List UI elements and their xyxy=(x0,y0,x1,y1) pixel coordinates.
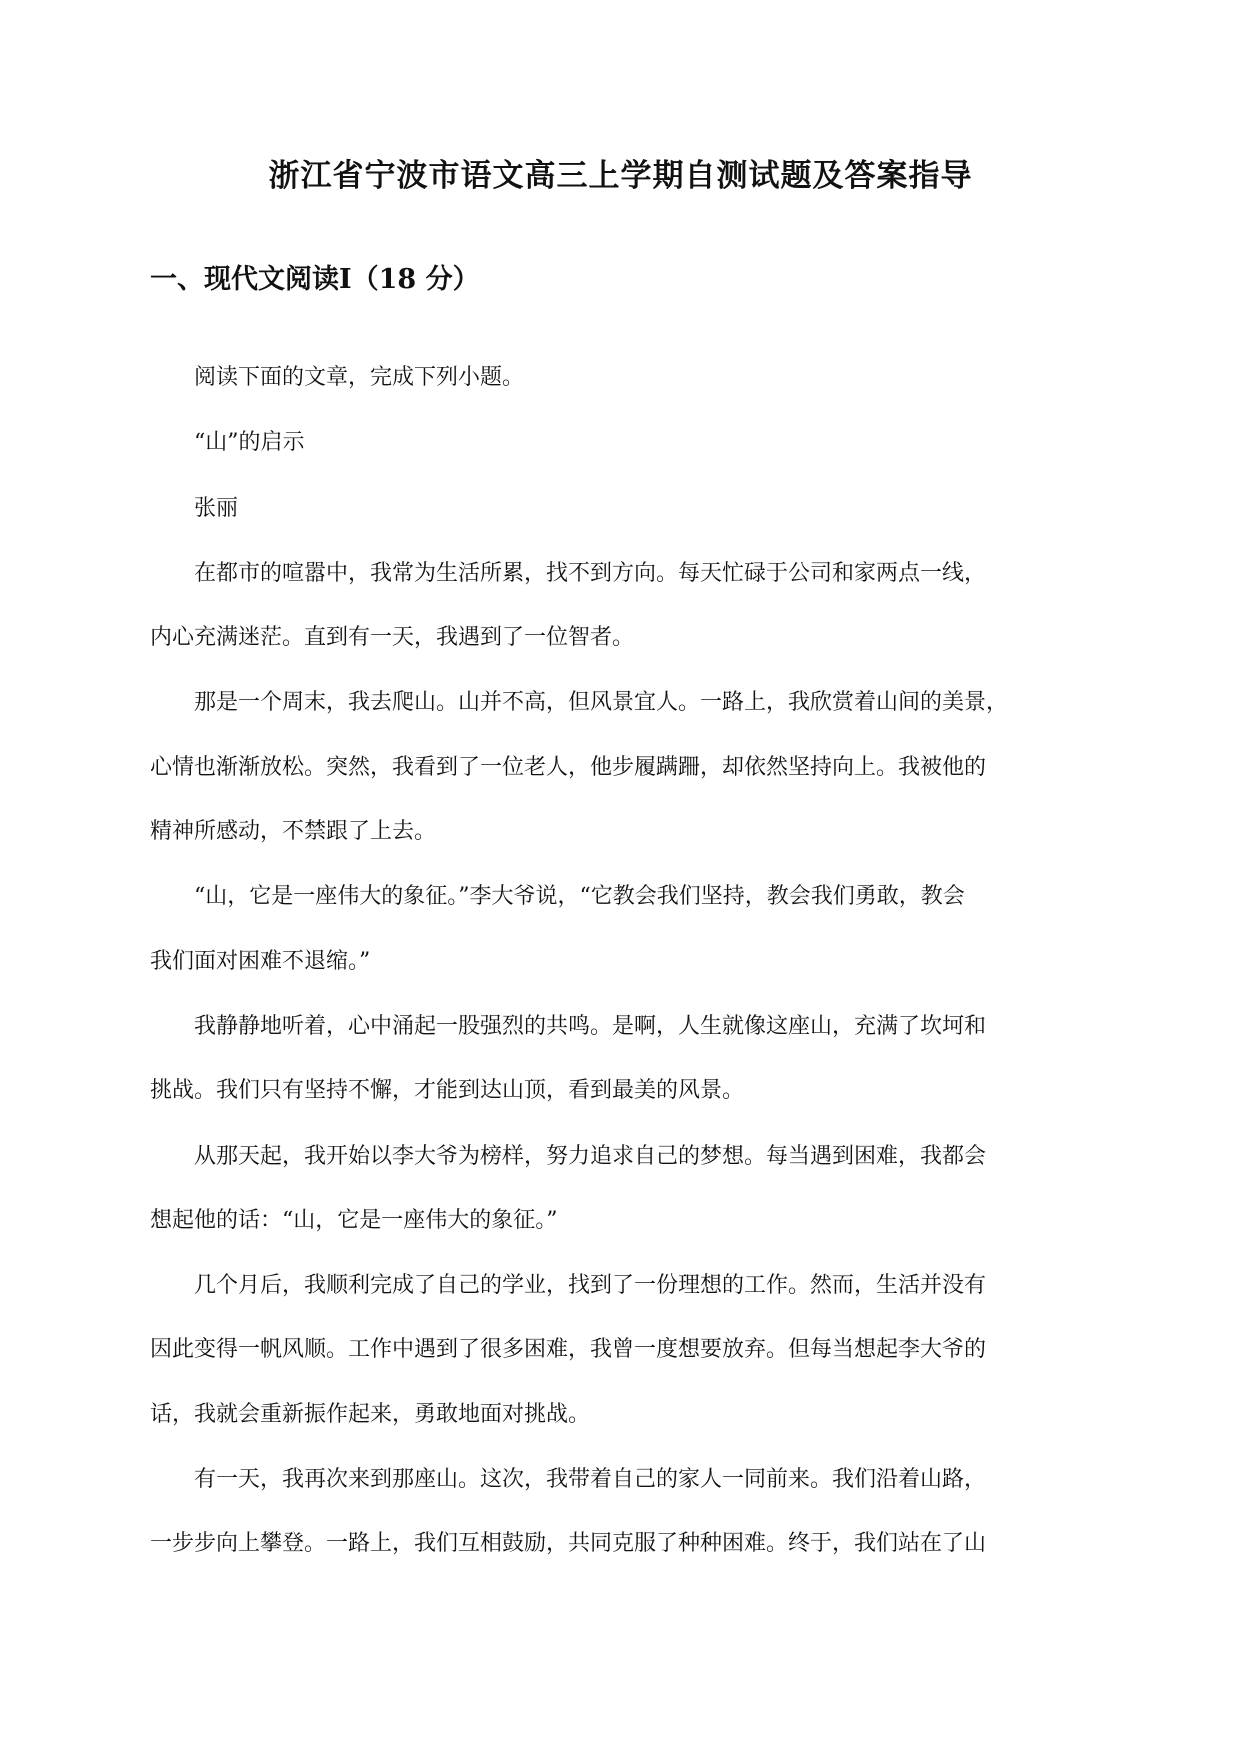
body-paragraph: “山，它是一座伟大的象征。”李大爷说，“它教会我们坚持，教会我们勇敢，教会 我们面对困难不退缩。” xyxy=(150,884,965,974)
article-title: “山”的启示 xyxy=(194,430,305,456)
body-paragraph: 有一天，我再次来到那座山。这次，我带着自己的家人一同前来。我们沿着山路， 一步步向上攀登。一路上，我们互相鼓励，共同克服了种种困难。终于，我们站在了山 xyxy=(150,1467,987,1557)
body-paragraph: 几个月后，我顺利完成了自己的学业，找到了一份理想的工作。然而，生活并没有 因此变得一帆风顺。工作中遇到了很多困难，我曾一度想要放弃。但每当想起李大爷的 话，我就会重新振作起来，勇敢地面对挑战。 xyxy=(150,1273,987,1427)
body-paragraph: 在都市的喧嚣中，我常为生活所累，找不到方向。每天忙碌于公司和家两点一线， 内心充满迷茫。直到有一天，我遇到了一位智者。 xyxy=(150,560,987,651)
instruction-paragraph: 阅读下面的文章，完成下列小题。 xyxy=(194,365,525,390)
body-paragraph: 从那天起，我开始以李大爷为榜样，努力追求自己的梦想。每当遇到困难，我都会 想起他的话：“山，它是一座伟大的象征。” xyxy=(150,1143,987,1233)
body-paragraph: 我静静地听着，心中涌起一股强烈的共鸣。是啊，人生就像这座山，充满了坎坷和 挑战。我们只有坚持不懈，才能到达山顶，看到最美的风景。 xyxy=(150,1013,987,1104)
section-heading: 一、现代文阅读Ⅰ（18 分） xyxy=(150,264,480,295)
article-author: 张丽 xyxy=(194,495,239,521)
article-body xyxy=(150,346,1091,1578)
document-title: 浙江省宁波市语文高三上学期自测试题及答案指导 xyxy=(268,158,973,194)
body-paragraph: 那是一个周末，我去爬山。山并不高，但风景宜人。一路上，我欣赏着山间的美景， 心情也渐渐放松。突然，我看到了一位老人，他步履蹒跚，却依然坚持向上。我被他的 精神所感动，不禁跟了上去。 xyxy=(150,690,1009,845)
